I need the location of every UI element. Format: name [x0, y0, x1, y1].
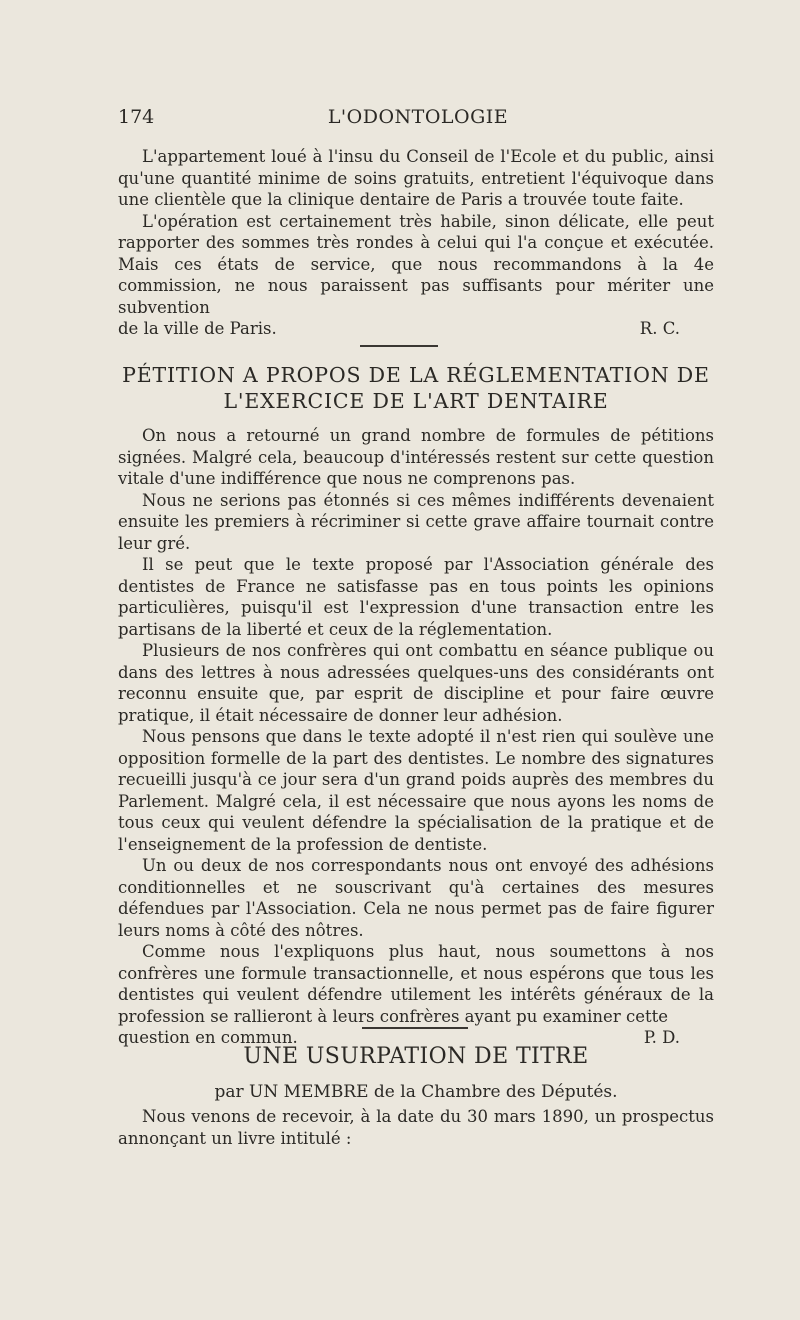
article-1-body — [118, 146, 714, 340]
article-2-title-line-2: L'EXERCICE DE L'ART DENTAIRE — [223, 389, 609, 413]
article-2-last-line: question en commun. — [118, 1028, 298, 1047]
article-2-paragraph: Plusieurs de nos confrères qui ont combattu en séance publique ou dans des lettres à nous adressées quelques-uns des considérants ont reconnu ensuite que, par esprit de discipline et pour faire œuvre pratique, il était nécessaire de donner leur adhésion. — [118, 641, 714, 725]
article-1-signature-line — [118, 318, 714, 340]
article-2-paragraph: Nous pensons que dans le texte adopté il n'est rien qui soulève une opposition formelle de la part des dentistes. Le nombre des signatures recueilli jusqu'à ce jour sera d'un grand poids auprès des membres du Parlement. Malgré cela, il est nécessaire que nous ayons les noms de tous ceux qui veulent défendre la spécialisation de la pratique et de l'enseignement de la profession de dentiste. — [118, 727, 714, 854]
article-2-paragraph: On nous a retourné un grand nombre de formules de pétitions signées. Malgré cela, beaucoup d'intéressés restent sur cette question vitale d'une indifférence que nous ne comprenons pas. — [118, 426, 714, 488]
article-1-last-line: de la ville de Paris. — [118, 319, 277, 338]
running-head: L'ODONTOLOGIE — [327, 106, 509, 128]
article-3-body — [118, 1106, 714, 1149]
article-3-byline: par UN MEMBRE de la Chambre des Députés. — [214, 1082, 618, 1102]
article-2-title-line-1: PÉTITION A PROPOS DE LA RÉGLEMENTATION DE — [122, 363, 710, 387]
article-2-paragraph: Nous ne serions pas étonnés si ces mêmes indifférents devenaient ensuite les premiers à récriminer si cette grave affaire tournait contre leur gré. — [118, 490, 714, 553]
article-2-paragraph: Il se peut que le texte proposé par l'Association générale des dentistes de France ne satisfasse pas en tous points les opinions particulières, puisqu'il est l'expression d'une transaction entre les partisans de la liberté et ceux de la réglementation. — [118, 555, 714, 639]
article-2-paragraph: Un ou deux de nos correspondants nous ont envoyé des adhésions conditionnelles et ne souscrivant qu'à certaines des mesures défendues par l'Association. Cela ne nous permet pas de faire figurer leurs noms à côté des nôtres. — [118, 856, 714, 940]
article-3-title: UNE USURPATION DE TITRE — [243, 1044, 589, 1069]
page-number: 174 — [118, 106, 155, 128]
article-2-paragraph: Comme nous l'expliquons plus haut, nous soumettons à nos confrères une formule transactionnelle, et nous espérons que tous les dentistes qui veulent défendre utilement les intérêts généraux de la profession se rallieront à leurs confrères ayant pu examiner cette — [118, 942, 714, 1026]
article-2-body — [118, 425, 714, 1049]
article-1-signature: R. C. — [639, 319, 680, 338]
article-3-paragraph: Nous venons de recevoir, à la date du 30 mars 1890, un prospectus annonçant un livre intitulé : — [118, 1107, 714, 1148]
article-1-paragraph: L'appartement loué à l'insu du Conseil de l'Ecole et du public, ainsi qu'une quantité minime de soins gratuits, entretient l'équivoque dans une clientèle que la clinique dentaire de Paris a trouvée toute faite. — [118, 147, 714, 209]
article-2-signature: P. D. — [643, 1028, 680, 1047]
article-1-paragraph: L'opération est certainement très habile, sinon délicate, elle peut rapporter des sommes très rondes à celui qui l'a conçue et exécutée. Mais ces états de service, que nous recommandons à la 4e commission, ne nous paraissent pas suffisants pour mériter une subvention — [118, 211, 714, 317]
section-divider — [360, 345, 438, 347]
section-divider — [362, 1027, 468, 1029]
